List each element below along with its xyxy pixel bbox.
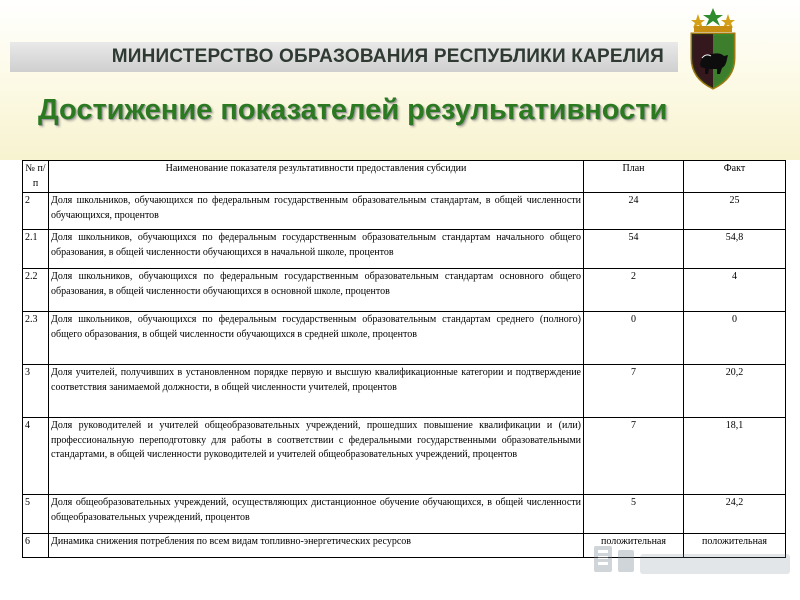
table-row: [23, 495, 786, 534]
row-name: Доля учителей, получивших в установленном порядке первую и высшую квалификационные категории и подтверждение соответствия занимаемой должности, в общей численности учителей, процентов: [49, 365, 584, 418]
row-name: Доля школьников, обучающихся по федеральным государственным образовательным стандартам, в общей численности обучающихся, процентов: [49, 193, 584, 230]
row-name: Доля школьников, обучающихся по федеральным государственным образовательным стандартам начального общего образования, в общей численности обучающихся в начальной школе, процентов: [49, 230, 584, 269]
row-plan: 0: [584, 312, 684, 365]
slide-title: Достижение показателей результативности: [38, 94, 668, 126]
table-row: [23, 365, 786, 418]
table-row: [23, 534, 786, 558]
ministry-title: МИНИСТЕРСТВО ОБРАЗОВАНИЯ РЕСПУБЛИКИ КАРЕЛИЯ: [111, 46, 664, 67]
header-name: Наименование показателя результативности предоставления субсидии: [49, 161, 584, 193]
header-num: № п/п: [23, 161, 49, 193]
row-num: 3: [23, 365, 49, 418]
row-plan: 5: [584, 495, 684, 534]
row-name: Доля школьников, обучающихся по федеральным государственным образовательным стандартам основного общего образования, в общей численности обучающихся в основной школе, процентов: [49, 269, 584, 312]
row-plan: положительная: [584, 534, 684, 558]
row-num: 2.2: [23, 269, 49, 312]
table-row: [23, 269, 786, 312]
row-num: 4: [23, 418, 49, 495]
header-fact: Факт: [684, 161, 786, 193]
row-fact: 20,2: [684, 365, 786, 418]
table-row: [23, 230, 786, 269]
row-name: Доля руководителей и учителей общеобразовательных учреждений, прошедших повышение квалификации и (или) профессиональную переподготовку для работы в соответствии с федеральными государственными образовательными стандартами, в общей численности руководителей и учителей общеобразовательных учреждений, процентов: [49, 418, 584, 495]
row-num: 2.3: [23, 312, 49, 365]
coat-of-arms-icon: [676, 6, 750, 92]
row-name: Динамика снижения потребления по всем видам топливно-энергетических ресурсов: [49, 534, 584, 558]
row-num: 5: [23, 495, 49, 534]
row-name: Доля общеобразовательных учреждений, осуществляющих дистанционное обучение обучающихся, в общей численности общеобразовательных учреждений, процентов: [49, 495, 584, 534]
row-name: Доля школьников, обучающихся по федеральным государственным образовательным стандартам среднего (полного) общего образования, в общей численности обучающихся в средней школе, процентов: [49, 312, 584, 365]
table-row: [23, 418, 786, 495]
row-plan: 7: [584, 365, 684, 418]
row-plan: 24: [584, 193, 684, 230]
row-num: 2.1: [23, 230, 49, 269]
header-plan: План: [584, 161, 684, 193]
row-fact: 18,1: [684, 418, 786, 495]
row-fact: 4: [684, 269, 786, 312]
row-plan: 2: [584, 269, 684, 312]
row-fact: 24,2: [684, 495, 786, 534]
ministry-banner: [10, 42, 678, 72]
row-fact: положительная: [684, 534, 786, 558]
row-fact: 25: [684, 193, 786, 230]
row-plan: 7: [584, 418, 684, 495]
table-row: [23, 312, 786, 365]
indicators-table: [22, 160, 786, 558]
row-num: 6: [23, 534, 49, 558]
table-row: [23, 193, 786, 230]
row-fact: 0: [684, 312, 786, 365]
row-num: 2: [23, 193, 49, 230]
row-plan: 54: [584, 230, 684, 269]
row-fact: 54,8: [684, 230, 786, 269]
table-header-row: [23, 161, 786, 193]
